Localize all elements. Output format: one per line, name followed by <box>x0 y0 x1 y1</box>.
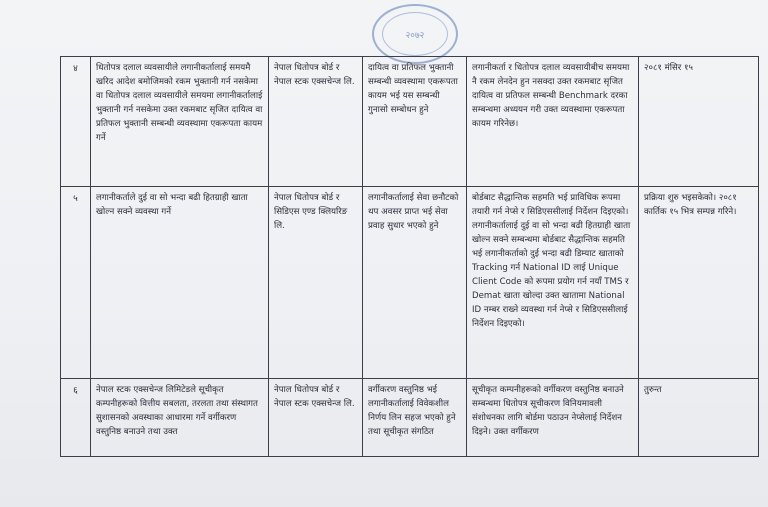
problem-cell: धितोपत्र दलाल व्यवसायीले लगानीकर्तालाई समयमै खरिद आदेश बमोजिमको रकम भुक्तानी गर्न नसकेमा वा धितोपत्र दलाल व्यवसायीले समयमा लगानीकर्तालाई भुक्तानी गर्न नसकेमा उक्त रकमबाट सृजित दायित्व वा प्रतिफल भुक्तानी सम्बन्धी व्यवस्थामा एकरूपता कायम गर्ने <box>91 57 269 187</box>
office-seal <box>372 4 458 64</box>
outcome-cell: दायित्व वा प्रतिफल भुक्तानी सम्बन्धी व्यवस्थामा एकरूपता कायम भई यस सम्बन्धी गुनासो सम्बोधन हुने <box>363 57 467 187</box>
agency-cell: नेपाल धितोपत्र बोर्ड र सिडिएस एण्ड क्लियरिङ लि. <box>269 187 363 379</box>
action-plan-table <box>60 56 759 457</box>
timeline-cell: तुरुन्त <box>639 379 759 457</box>
serial-number: ६ <box>61 379 91 457</box>
outcome-cell: लगानीकर्तालाई सेवा छनौटको थप अवसर प्राप्त भई सेवा प्रवाह सुधार भएको हुने <box>363 187 467 379</box>
serial-number: ५ <box>61 187 91 379</box>
timeline-cell: प्रक्रिया शुरु भइसकेको। २०८१ कार्तिक १५ भित्र सम्पन्न गरिने। <box>639 187 759 379</box>
agency-cell: नेपाल धितोपत्र बोर्ड र नेपाल स्टक एक्सचेन्ज लि. <box>269 379 363 457</box>
table-row <box>61 57 759 187</box>
seal-year: २०७२ <box>405 31 425 41</box>
timeline-cell: २०८१ मंसिर १५ <box>639 57 759 187</box>
table-row <box>61 379 759 457</box>
outcome-cell: वर्गीकरण वस्तुनिष्ठ भई लगानीकर्तालाई विवेकशील निर्णय लिन सहज भएको हुने तथा सूचीकृत संगठित <box>363 379 467 457</box>
action-cell: सूचीकृत कम्पनीहरूको वर्गीकरण वस्तुनिष्ठ बनाउने सम्बन्धमा धितोपत्र सूचीकरण विनियमावली संशोधनका लागि बोर्डमा पठाउन नेप्सेलाई निर्देशन दिइने। उक्त वर्गीकरण <box>467 379 639 457</box>
problem-cell: लगानीकर्ताले दुई वा सो भन्दा बढी हितग्राही खाता खोल्न सक्ने व्यवस्था गर्ने <box>91 187 269 379</box>
serial-number: ४ <box>61 57 91 187</box>
action-cell: बोर्डबाट सैद्धान्तिक सहमति भई प्राविधिक रूपमा तयारी गर्न नेप्से र सिडिएससीलाई निर्देशन दिइएको। लगानीकर्तालाई दुई वा सो भन्दा बढी हितग्राही खाता खोल्न सक्ने सम्बन्धमा बोर्डबाट सैद्धान्तिक सहमति भई लगानीकर्ताको दुई भन्दा बढी डिम्याट खाताको Tracking गर्न National ID लाई Unique Client Code को रूपमा प्रयोग गर्न नयाँ TMS र Demat खाता खोल्दा उक्त खातामा National ID नम्बर राख्ने व्यवस्था गर्न नेप्से र सिडिएससीलाई निर्देशन दिइएको। <box>467 187 639 379</box>
action-cell: लगानीकर्ता र धितोपत्र दलाल व्यवसायीबीच समयमा नै रकम लेनदेन हुन नसक्दा उक्त रकमबाट सृजित दायित्व वा प्रतिफल सम्बन्धी Benchmark दरका सम्बन्धमा अध्ययन गरी उक्त व्यवस्थामा एकरूपता कायम गरिनेछ। <box>467 57 639 187</box>
agency-cell: नेपाल धितोपत्र बोर्ड र नेपाल स्टक एक्सचेन्ज लि. <box>269 57 363 187</box>
table-row <box>61 187 759 379</box>
problem-cell: नेपाल स्टक एक्सचेन्ज लिमिटेडले सूचीकृत कम्पनीहरूको वित्तीय सबलता, तरलता तथा संस्थागत सुशासनको अवस्थाका आधारमा गर्ने वर्गीकरण वस्तुनिष्ठ बनाउने तथा उक्त <box>91 379 269 457</box>
